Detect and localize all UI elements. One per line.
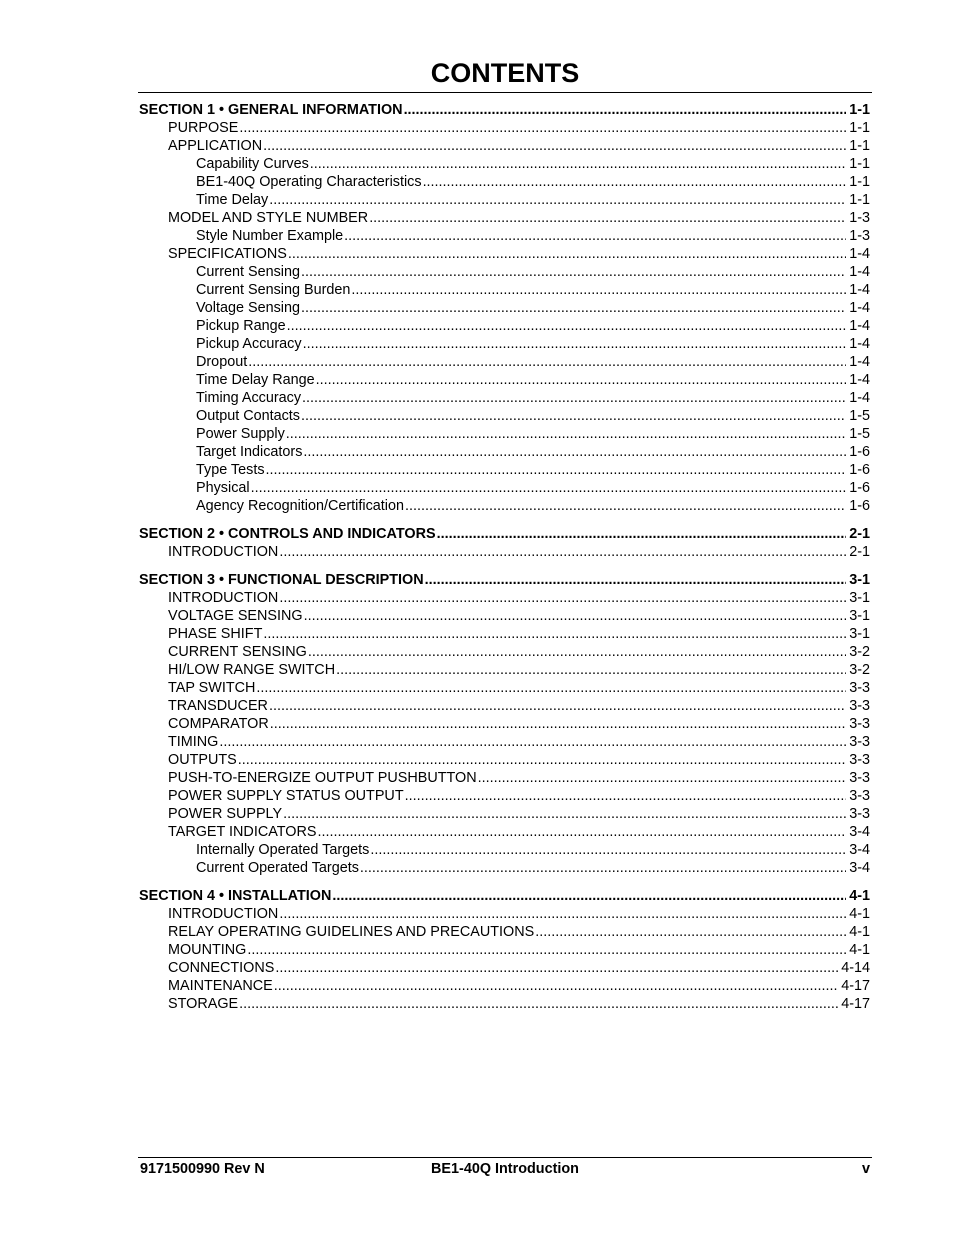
page-title: CONTENTS bbox=[430, 58, 580, 88]
dot-leader bbox=[288, 245, 846, 263]
footer-doc-number: 9171500990 Rev N bbox=[140, 1161, 265, 1177]
toc-subentry[interactable] bbox=[139, 155, 870, 173]
toc-entry[interactable] bbox=[139, 941, 870, 959]
toc-subentry[interactable] bbox=[139, 859, 870, 877]
toc-entry[interactable] bbox=[139, 751, 870, 769]
toc-page-number: 3-3 bbox=[849, 698, 870, 714]
toc-entry-label: Pickup Accuracy bbox=[196, 336, 302, 352]
toc-page-number: 3-3 bbox=[849, 806, 870, 822]
toc-page-number: 3-2 bbox=[849, 644, 870, 660]
toc-entry[interactable] bbox=[139, 119, 870, 137]
dot-leader bbox=[405, 787, 847, 805]
toc-entry[interactable] bbox=[139, 245, 870, 263]
toc-page-number: 3-1 bbox=[849, 626, 870, 642]
toc-page-number: 1-4 bbox=[849, 300, 870, 316]
toc-entry-label: TRANSDUCER bbox=[168, 698, 268, 714]
toc-entry[interactable] bbox=[139, 769, 870, 787]
toc-entry[interactable] bbox=[139, 209, 870, 227]
toc-entry[interactable] bbox=[139, 661, 870, 679]
toc-entry-label: OUTPUTS bbox=[168, 752, 237, 768]
toc-page-number: 1-4 bbox=[849, 372, 870, 388]
dot-leader bbox=[269, 697, 846, 715]
toc-entry[interactable] bbox=[139, 977, 870, 995]
toc-page-number: 3-3 bbox=[849, 716, 870, 732]
dot-leader bbox=[423, 173, 847, 191]
toc-page-number: 4-17 bbox=[841, 978, 870, 994]
toc-subentry[interactable] bbox=[139, 407, 870, 425]
dot-leader bbox=[301, 263, 846, 281]
toc-entry-label: PHASE SHIFT bbox=[168, 626, 263, 642]
toc-entry-label: MOUNTING bbox=[168, 942, 247, 958]
toc-page-number: 3-3 bbox=[849, 770, 870, 786]
dot-leader bbox=[360, 859, 846, 877]
dot-leader bbox=[301, 299, 846, 317]
dot-leader bbox=[266, 461, 847, 479]
toc-subentry[interactable] bbox=[139, 479, 870, 497]
toc-entry-label: POWER SUPPLY bbox=[168, 806, 283, 822]
toc-entry-label: POWER SUPPLY STATUS OUTPUT bbox=[168, 788, 404, 804]
title-divider bbox=[138, 92, 872, 93]
toc-entry[interactable] bbox=[139, 697, 870, 715]
toc-entry-label: Current Sensing bbox=[196, 264, 300, 280]
toc-entry-label: INTRODUCTION bbox=[168, 590, 279, 606]
toc-entry-label: TIMING bbox=[168, 734, 219, 750]
toc-section-heading[interactable] bbox=[139, 101, 870, 119]
toc-entry-label: SECTION 1 • GENERAL INFORMATION bbox=[139, 102, 403, 118]
toc-page-number: 1-4 bbox=[849, 282, 870, 298]
toc-entry-label: APPLICATION bbox=[168, 138, 263, 154]
toc-page-number: 1-6 bbox=[849, 498, 870, 514]
toc-entry-label: STORAGE bbox=[168, 996, 239, 1012]
toc-page-number: 4-1 bbox=[849, 888, 870, 904]
dot-leader bbox=[275, 959, 838, 977]
toc-entry[interactable] bbox=[139, 959, 870, 977]
toc-entry[interactable] bbox=[139, 715, 870, 733]
dot-leader bbox=[370, 841, 846, 859]
toc-subentry[interactable] bbox=[139, 443, 870, 461]
dot-leader bbox=[336, 661, 846, 679]
toc-entry-label: COMPARATOR bbox=[168, 716, 269, 732]
dot-leader bbox=[239, 119, 846, 137]
toc-entry[interactable] bbox=[139, 787, 870, 805]
toc-page-number: 4-1 bbox=[849, 924, 870, 940]
toc-subentry[interactable] bbox=[139, 281, 870, 299]
toc-entry-label: Style Number Example bbox=[196, 228, 344, 244]
toc-entry-label: Current Operated Targets bbox=[196, 860, 359, 876]
footer-page-number: v bbox=[861, 1161, 870, 1177]
dot-leader bbox=[263, 137, 846, 155]
toc-entry[interactable] bbox=[139, 643, 870, 661]
toc-entry-label: INTRODUCTION bbox=[168, 906, 279, 922]
toc-subentry[interactable] bbox=[139, 389, 870, 407]
toc-page-number: 4-1 bbox=[849, 906, 870, 922]
dot-leader bbox=[303, 443, 846, 461]
toc-entry-label: MODEL AND STYLE NUMBER bbox=[168, 210, 369, 226]
dot-leader bbox=[248, 353, 846, 371]
toc-subentry[interactable] bbox=[139, 299, 870, 317]
dot-leader bbox=[405, 497, 846, 515]
toc-page-number: 1-4 bbox=[849, 390, 870, 406]
toc-page-number: 2-1 bbox=[849, 544, 870, 560]
dot-leader bbox=[302, 389, 846, 407]
toc-entry-label: HI/LOW RANGE SWITCH bbox=[168, 662, 336, 678]
toc-entry[interactable] bbox=[139, 589, 870, 607]
toc-page-number: 1-1 bbox=[849, 192, 870, 208]
dot-leader bbox=[425, 571, 847, 589]
toc-entry-label: PURPOSE bbox=[168, 120, 239, 136]
toc-entry-label: Capability Curves bbox=[196, 156, 309, 172]
dot-leader bbox=[310, 155, 846, 173]
toc-entry-label: Current Sensing Burden bbox=[196, 282, 351, 298]
toc-page-number: 1-1 bbox=[849, 156, 870, 172]
toc-entry-label: Power Supply bbox=[196, 426, 285, 442]
toc-entry-label: MAINTENANCE bbox=[168, 978, 273, 994]
toc-subentry[interactable] bbox=[139, 425, 870, 443]
toc-entry[interactable] bbox=[139, 823, 870, 841]
dot-leader bbox=[279, 905, 846, 923]
toc-page-number: 1-4 bbox=[849, 336, 870, 352]
footer-doc-title: BE1-40Q Introduction bbox=[431, 1161, 579, 1177]
toc-entry[interactable] bbox=[139, 995, 870, 1013]
toc-entry-label: Dropout bbox=[196, 354, 248, 370]
toc-page-number: 1-1 bbox=[849, 102, 870, 118]
toc-entry-label: INTRODUCTION bbox=[168, 544, 279, 560]
toc-entry[interactable] bbox=[139, 923, 870, 941]
toc-page-number: 1-3 bbox=[849, 210, 870, 226]
toc-page-number: 3-2 bbox=[849, 662, 870, 678]
toc-entry[interactable] bbox=[139, 607, 870, 625]
dot-leader bbox=[219, 733, 846, 751]
toc-entry[interactable] bbox=[139, 805, 870, 823]
dot-leader bbox=[404, 101, 847, 119]
toc-page-number: 3-1 bbox=[849, 590, 870, 606]
toc-entry-label: TARGET INDICATORS bbox=[168, 824, 317, 840]
toc-page-number: 1-1 bbox=[849, 120, 870, 136]
toc-page-number: 1-6 bbox=[849, 480, 870, 496]
dot-leader bbox=[317, 823, 846, 841]
toc-section-heading[interactable] bbox=[139, 525, 870, 543]
toc-section-heading[interactable] bbox=[139, 887, 870, 905]
toc-entry[interactable] bbox=[139, 543, 870, 561]
dot-leader bbox=[301, 407, 846, 425]
toc-section-heading[interactable] bbox=[139, 571, 870, 589]
toc-subentry[interactable] bbox=[139, 841, 870, 859]
dot-leader bbox=[308, 643, 846, 661]
toc-entry-label: Type Tests bbox=[196, 462, 265, 478]
toc-subentry[interactable] bbox=[139, 173, 870, 191]
dot-leader bbox=[344, 227, 846, 245]
dot-leader bbox=[251, 479, 847, 497]
toc-page-number: 1-4 bbox=[849, 264, 870, 280]
toc-page-number: 2-1 bbox=[849, 526, 870, 542]
toc-page-number: 3-3 bbox=[849, 680, 870, 696]
toc-entry-label: Output Contacts bbox=[196, 408, 300, 424]
toc-page-number: 1-1 bbox=[849, 174, 870, 190]
toc-page-number: 4-17 bbox=[841, 996, 870, 1012]
toc-page-number: 1-4 bbox=[849, 318, 870, 334]
dot-leader bbox=[304, 607, 847, 625]
toc-page-number: 1-4 bbox=[849, 354, 870, 370]
dot-leader bbox=[437, 525, 847, 543]
toc-subentry[interactable] bbox=[139, 461, 870, 479]
dot-leader bbox=[279, 589, 846, 607]
dot-leader bbox=[263, 625, 846, 643]
toc-entry-label: Internally Operated Targets bbox=[196, 842, 370, 858]
dot-leader bbox=[270, 715, 846, 733]
toc-entry-label: BE1-40Q Operating Characteristics bbox=[196, 174, 422, 190]
toc-entry-label: TAP SWITCH bbox=[168, 680, 256, 696]
toc-entry-label: Physical bbox=[196, 480, 250, 496]
toc-entry-label: SECTION 4 • INSTALLATION bbox=[139, 888, 332, 904]
toc-entry-label: PUSH-TO-ENERGIZE OUTPUT PUSHBUTTON bbox=[168, 770, 477, 786]
toc-page-number: 1-6 bbox=[849, 444, 870, 460]
toc-page-number: 3-4 bbox=[849, 824, 870, 840]
toc-entry-label: Target Indicators bbox=[196, 444, 303, 460]
dot-leader bbox=[247, 941, 846, 959]
dot-leader bbox=[535, 923, 846, 941]
toc-entry[interactable] bbox=[139, 733, 870, 751]
table-of-contents bbox=[139, 101, 870, 1013]
toc-page-number: 3-4 bbox=[849, 860, 870, 876]
toc-entry[interactable] bbox=[139, 625, 870, 643]
toc-entry-label: Pickup Range bbox=[196, 318, 286, 334]
toc-page-number: 1-1 bbox=[849, 138, 870, 154]
toc-entry-label: SECTION 2 • CONTROLS AND INDICATORS bbox=[139, 526, 436, 542]
dot-leader bbox=[369, 209, 846, 227]
toc-entry-label: Voltage Sensing bbox=[196, 300, 301, 316]
toc-page-number: 4-14 bbox=[841, 960, 870, 976]
dot-leader bbox=[269, 191, 846, 209]
toc-page-number: 3-3 bbox=[849, 788, 870, 804]
dot-leader bbox=[303, 335, 847, 353]
toc-entry[interactable] bbox=[139, 137, 870, 155]
toc-entry-label: VOLTAGE SENSING bbox=[168, 608, 303, 624]
toc-page-number: 3-3 bbox=[849, 752, 870, 768]
toc-entry-label: CURRENT SENSING bbox=[168, 644, 307, 660]
toc-entry-label: Timing Accuracy bbox=[196, 390, 302, 406]
toc-entry-label: SECTION 3 • FUNCTIONAL DESCRIPTION bbox=[139, 572, 424, 588]
dot-leader bbox=[238, 751, 846, 769]
toc-page-number: 1-5 bbox=[849, 426, 870, 442]
toc-page-number: 3-1 bbox=[849, 608, 870, 624]
toc-subentry[interactable] bbox=[139, 227, 870, 245]
toc-page-number: 4-1 bbox=[849, 942, 870, 958]
toc-entry[interactable] bbox=[139, 679, 870, 697]
toc-entry[interactable] bbox=[139, 905, 870, 923]
dot-leader bbox=[351, 281, 846, 299]
toc-subentry[interactable] bbox=[139, 371, 870, 389]
dot-leader bbox=[274, 977, 838, 995]
toc-page-number: 3-1 bbox=[849, 572, 870, 588]
toc-subentry[interactable] bbox=[139, 497, 870, 515]
dot-leader bbox=[283, 805, 846, 823]
dot-leader bbox=[286, 425, 846, 443]
dot-leader bbox=[279, 543, 846, 561]
toc-subentry[interactable] bbox=[139, 191, 870, 209]
toc-subentry[interactable] bbox=[139, 263, 870, 281]
footer-divider bbox=[138, 1157, 872, 1158]
toc-subentry[interactable] bbox=[139, 353, 870, 371]
dot-leader bbox=[478, 769, 847, 787]
dot-leader bbox=[316, 371, 847, 389]
toc-page-number: 3-3 bbox=[849, 734, 870, 750]
toc-page-number: 1-3 bbox=[849, 228, 870, 244]
toc-entry-label: CONNECTIONS bbox=[168, 960, 275, 976]
dot-leader bbox=[287, 317, 847, 335]
toc-entry-label: Agency Recognition/Certification bbox=[196, 498, 404, 514]
toc-page-number: 1-5 bbox=[849, 408, 870, 424]
toc-entry-label: Time Delay Range bbox=[196, 372, 315, 388]
toc-entry-label: SPECIFICATIONS bbox=[168, 246, 287, 262]
dot-leader bbox=[239, 995, 838, 1013]
toc-page-number: 1-6 bbox=[849, 462, 870, 478]
page-footer bbox=[140, 1160, 870, 1178]
toc-page-number: 3-4 bbox=[849, 842, 870, 858]
dot-leader bbox=[256, 679, 846, 697]
toc-entry-label: RELAY OPERATING GUIDELINES AND PRECAUTIONS bbox=[168, 924, 535, 940]
dot-leader bbox=[332, 887, 846, 905]
toc-entry-label: Time Delay bbox=[196, 192, 269, 208]
toc-subentry[interactable] bbox=[139, 317, 870, 335]
toc-subentry[interactable] bbox=[139, 335, 870, 353]
toc-page-number: 1-4 bbox=[849, 246, 870, 262]
